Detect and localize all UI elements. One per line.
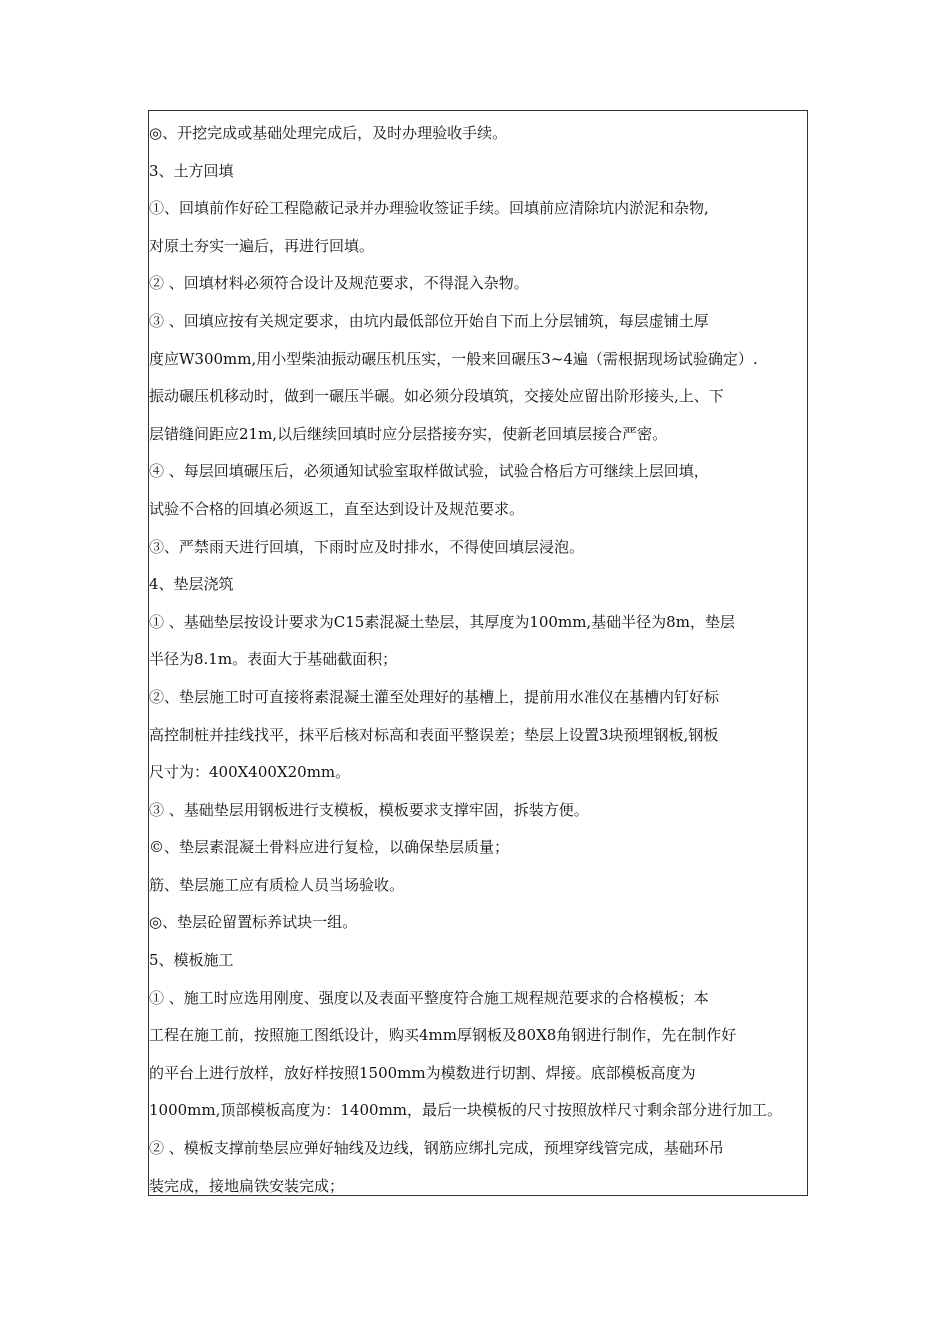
text-line: 工程在施工前，按照施工图纸设计，购买4mm厚钢板及80X8角钢进行制作，先在制作好 [149,1026,737,1045]
text-line: ③ 、回填应按有关规定要求，由坑内最低部位开始自下而上分层铺筑，每层虚铺土厚 [149,311,709,330]
text-line: ◎、垫层砼留置标养试块一组。 [149,913,358,932]
text-line: ① 、基础垫层按设计要求为C15素混凝土垫层，其厚度为100mm,基础半径为8m，垫层 [149,612,735,631]
text-line: ② 、模板支撑前垫层应弹好轴线及边线，钢筋应绑扎完成，预埋穿线管完成，基础环吊 [149,1139,724,1158]
text-line: ④ 、每层回填碾压后，必须通知试验室取样做试验，试验合格后方可继续上层回填， [149,462,709,481]
text-line: 半径为8.1m。表面大于基础截面积； [149,650,398,669]
text-line: 试验不合格的回填必须返工，直至达到设计及规范要求。 [149,499,525,518]
text-line: 尺寸为：400X400X20mm。 [149,763,351,782]
text-line: ©、垫层素混凝土骨料应进行复检，以确保垫层质量； [149,838,510,857]
section-heading: 3、土方回填 [149,161,234,180]
text-line: ③、严禁雨天进行回填，下雨时应及时排水，不得使回填层浸泡。 [149,537,585,556]
text-line: 的平台上进行放样，放好样按照1500mm为模数进行切割、焊接。底部模板高度为 [149,1063,696,1082]
text-line: ◎、开挖完成或基础处理完成后，及时办理验收手续。 [149,124,508,142]
text-line: ③ 、基础垫层用钢板进行支模板，模板要求支撑牢固，拆装方便。 [149,800,589,819]
text-line: 1000mm,顶部模板高度为：1400mm，最后一块模板的尺寸按照放样尺寸剩余部分进行加工。 [149,1101,783,1120]
text-line: 对原土夯实一遍后，再进行回填。 [149,236,375,255]
text-line: 度应W300mm,用小型柴油振动碾压机压实，一般来回碾压3~4遍（需根据现场试验确定）. [149,349,758,368]
text-line: 振动碾压机移动时，做到一碾压半碾。如必须分段填筑，交接处应留出阶形接头,上、下 [149,387,724,406]
text-line: 装完成，接地扁铁安装完成； [149,1176,345,1195]
text-line: 高控制桩并挂线找平，抹平后核对标高和表面平整误差；垫层上设置3块预埋钢板,钢板 [149,725,719,744]
document-frame [148,110,808,1196]
text-line: ① 、施工时应选用刚度、强度以及表面平整度符合施工规程规范要求的合格模板；本 [149,988,709,1007]
text-line: ②、垫层施工时可直接将素混凝土灌至处理好的基槽上，提前用水准仪在基槽内钉好标 [149,687,720,706]
text-line: 筋、垫层施工应有质检人员当场验收。 [149,875,405,894]
text-line: ①、回填前作好砼工程隐蔽记录并办理验收签证手续。回填前应清除坑内淤泥和杂物, [149,199,709,218]
section-heading: 5、模板施工 [149,951,234,970]
text-line: 层错缝间距应21m,以后继续回填时应分层搭接夯实，使新老回填层接合严密。 [149,424,668,443]
section-heading: 4、垫层浇筑 [149,575,234,594]
text-line: ② 、回填材料必须符合设计及规范要求，不得混入杂物。 [149,274,529,293]
document-body [149,115,809,1205]
